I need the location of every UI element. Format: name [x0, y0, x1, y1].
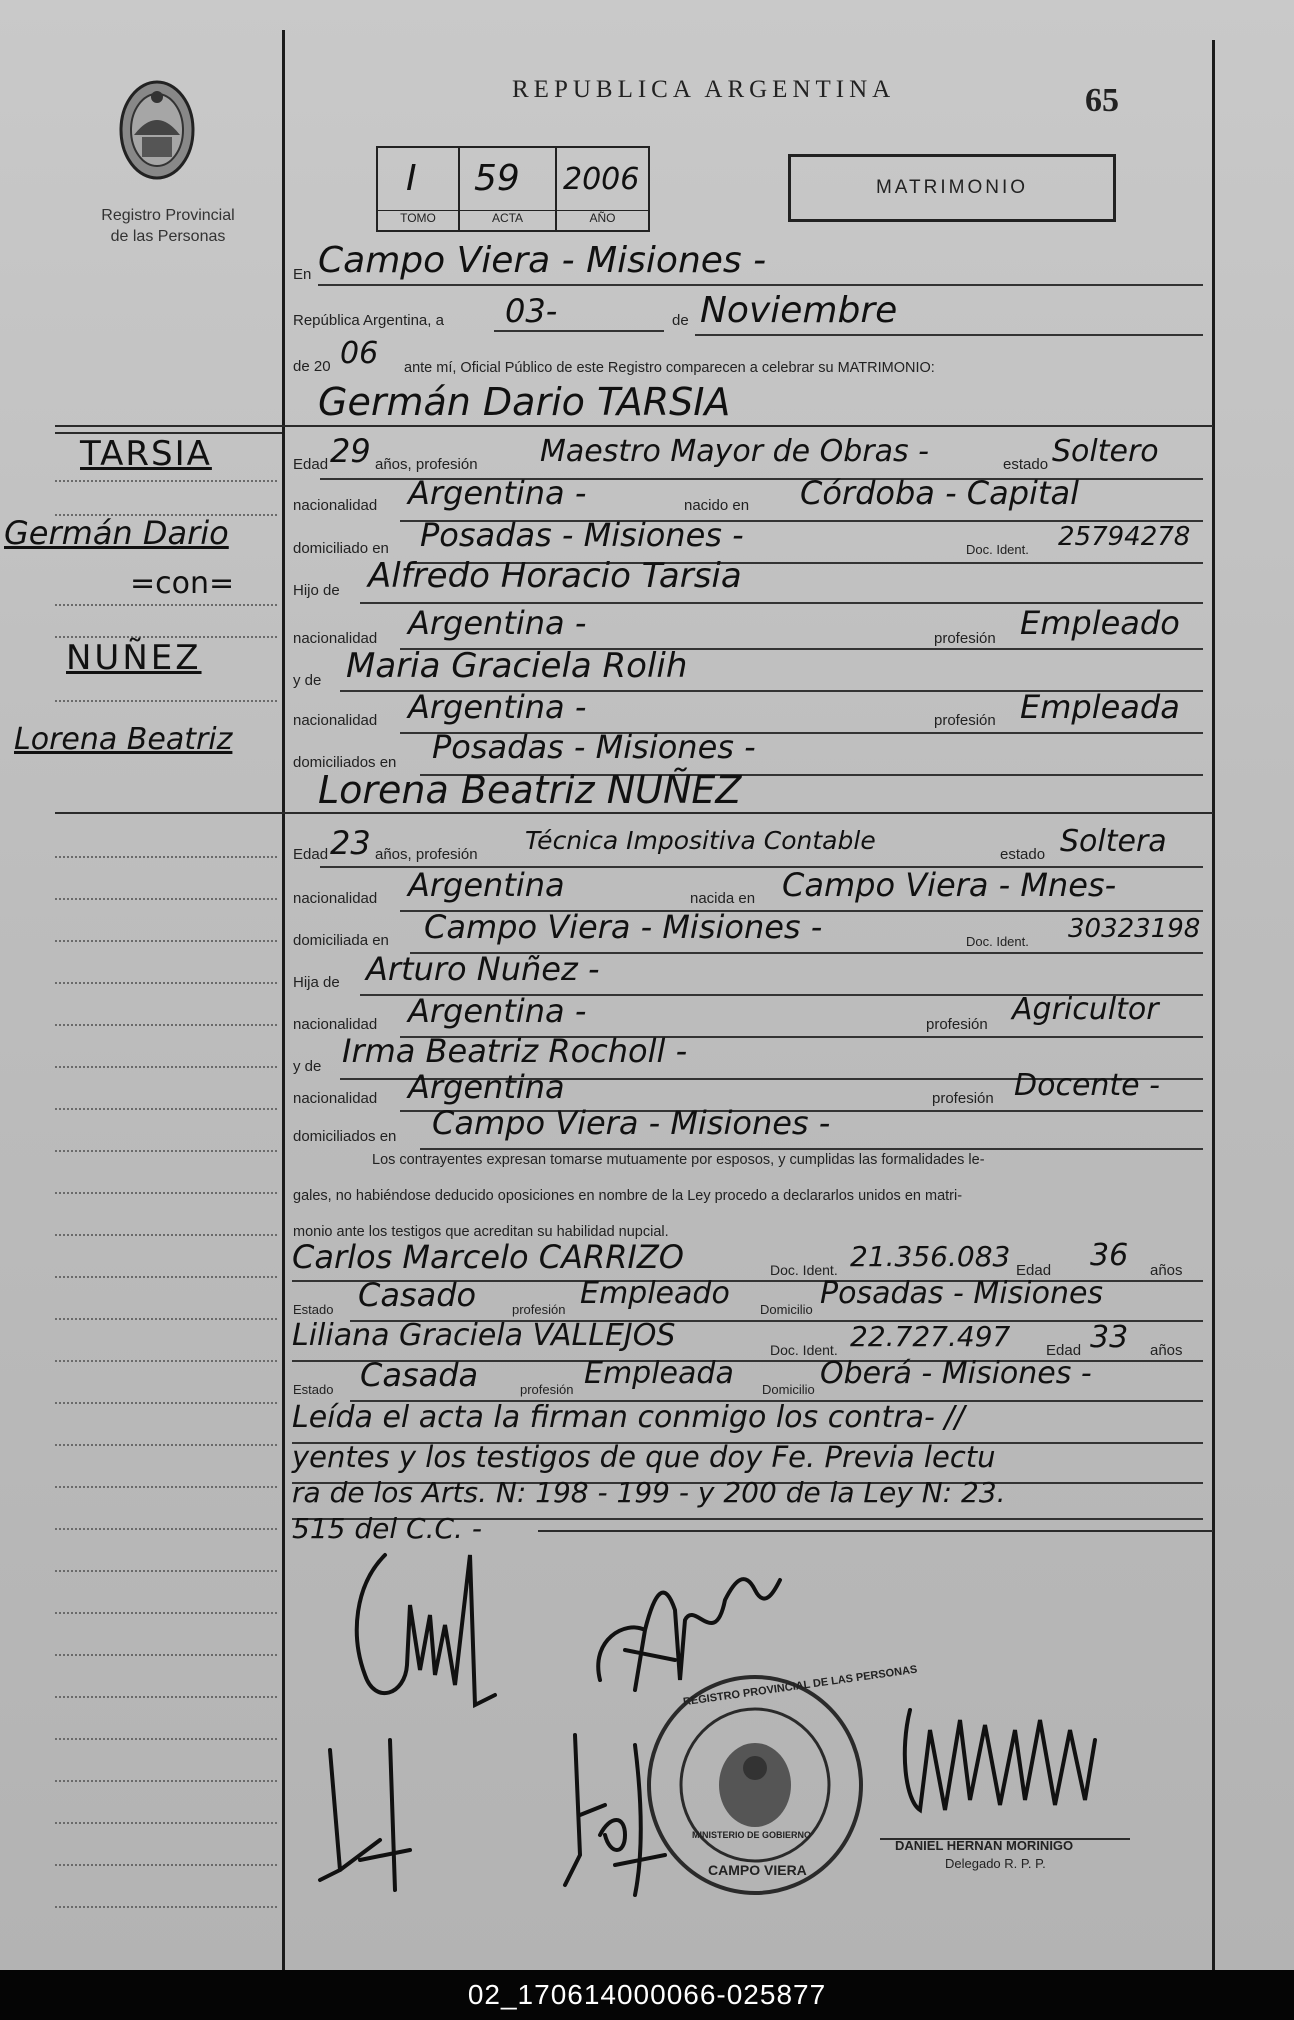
margin-connector: =con= — [130, 566, 235, 601]
label-edad-w2: Edad — [1046, 1342, 1082, 1359]
country-title: REPUBLICA ARGENTINA — [512, 76, 896, 103]
place-line — [318, 284, 1203, 286]
margin-dots-22 — [55, 1528, 277, 1530]
seal-bottom-text: CAMPO VIERA — [708, 1862, 807, 1878]
groom-age: 29 — [330, 432, 371, 470]
tomo-value: I — [406, 158, 417, 199]
margin-dots-1 — [55, 480, 277, 482]
groom-father: Alfredo Horacio Tarsia — [368, 556, 742, 596]
label-anos-prof-groom: años, profesión — [375, 456, 478, 473]
margin-dots-11 — [55, 1066, 277, 1068]
groom-name-rule — [55, 425, 1213, 427]
seal-outer-text: REGISTRO PROVINCIAL DE LAS PERSONAS — [682, 1663, 919, 1709]
bride-domicile: Campo Viera - Misiones - — [424, 908, 823, 946]
bride-parents-domicile: Campo Viera - Misiones - — [432, 1104, 831, 1142]
label-estado-w2: Estado — [293, 1382, 334, 1397]
label-edad-w1: Edad — [1016, 1262, 1052, 1279]
bride-age: 23 — [330, 824, 371, 862]
groom-profession: Maestro Mayor de Obras - — [540, 434, 929, 469]
margin-groom-names: Germán Dario — [4, 514, 229, 552]
groom-doc: 25794278 — [1058, 522, 1191, 552]
provincial-emblem-icon — [112, 75, 202, 185]
label-estado-groom: estado — [1003, 456, 1049, 473]
label-anos-w2: años — [1150, 1342, 1183, 1359]
margin-dots-21 — [55, 1486, 277, 1488]
label-y-de-groom: y de — [293, 672, 322, 689]
bride-father-profession: Agricultor — [1012, 992, 1159, 1027]
margin-dots-26 — [55, 1696, 277, 1698]
margin-bride-names: Lorena Beatriz — [14, 722, 233, 757]
groom-full-name: Germán Dario TARSIA — [318, 380, 731, 424]
label-domiciliada-bride: domiciliada en — [293, 932, 389, 949]
tomo-cell — [378, 148, 460, 230]
label-hija-de: Hija de — [293, 974, 340, 991]
bride-civil-status: Soltera — [1060, 824, 1167, 859]
closing-end-rule — [538, 1530, 1213, 1532]
ceremony-place: Campo Viera - Misiones - — [318, 240, 767, 281]
label-hijo-de: Hijo de — [293, 582, 340, 599]
witness-2-profession: Empleada — [584, 1356, 734, 1391]
acta-cell — [460, 148, 557, 230]
margin-dots-23 — [55, 1570, 277, 1572]
closing-line-4: 515 del C.C. - — [292, 1512, 482, 1545]
groom-father-nationality: Argentina - — [408, 604, 587, 642]
label-en: En — [293, 266, 312, 283]
signature-officer-icon — [890, 1690, 1110, 1840]
label-edad-groom: Edad — [293, 456, 329, 473]
groom-birthplace: Córdoba - Capital — [800, 474, 1079, 512]
label-domicilio-w2: Domicilio — [762, 1382, 815, 1397]
label-domiciliados-groom: domiciliados en — [293, 754, 397, 771]
closing-line-2: yentes y los testigos de que doy Fe. Previa lectu — [292, 1440, 996, 1474]
agency-line-2: de las Personas — [110, 228, 226, 245]
groom-father-profession: Empleado — [1020, 604, 1180, 642]
left-margin-line — [282, 30, 285, 1970]
witness-1-domicile: Posadas - Misiones — [820, 1276, 1104, 1311]
margin-dots-9 — [55, 982, 277, 984]
label-anos-w1: años — [1150, 1262, 1183, 1279]
bride-mother-profession: Docente - — [1014, 1068, 1161, 1103]
agency-line-1: Registro Provincial — [101, 207, 235, 224]
margin-dots-19 — [55, 1402, 277, 1404]
margin-dots-29 — [55, 1822, 277, 1824]
label-doc-bride: Doc. Ident. — [966, 934, 1029, 949]
label-nacido-en: nacido en — [684, 497, 750, 514]
label-ante-mi: ante mí, Oficial Público de este Registro comparecen a celebrar su MATRIMONIO: — [404, 360, 935, 376]
ceremony-day: 03- — [505, 292, 558, 330]
act-type-box — [788, 154, 1116, 222]
bride-profession: Técnica Impositiva Contable — [525, 826, 876, 855]
margin-dots-6 — [55, 856, 277, 858]
right-margin-line — [1212, 40, 1215, 1970]
margin-dots-18 — [55, 1360, 277, 1362]
witness-1-status: Casado — [358, 1276, 477, 1314]
witness-1-doc: 21.356.083 — [850, 1240, 1011, 1273]
officer-title: Delegado R. P. P. — [945, 1856, 1046, 1871]
image-id-footer: 02_170614000066-025877 — [0, 1970, 1294, 2020]
declaration-line-1: Los contrayentes expresan tomarse mutuamente por esposos, y cumplidas las formalidades le- — [372, 1152, 985, 1168]
label-y-de-bride: y de — [293, 1058, 322, 1075]
seal-inner-text: MINISTERIO DE GOBIERNO — [692, 1830, 812, 1840]
closing-line-3: ra de los Arts. N: 198 - 199 - y 200 de la Ley N: 23. — [292, 1476, 1006, 1509]
margin-dots-27 — [55, 1738, 277, 1740]
label-doc-w2: Doc. Ident. — [770, 1342, 838, 1358]
label-nac-gmother: nacionalidad — [293, 712, 378, 729]
label-prof-bfather: profesión — [926, 1016, 988, 1033]
declaration-line-3: monio ante los testigos que acreditan su habilidad nupcial. — [293, 1224, 669, 1240]
label-nacionalidad-bride: nacionalidad — [293, 890, 378, 907]
groom-nationality: Argentina - — [408, 474, 587, 512]
anio-value: 2006 — [563, 162, 640, 197]
declaration-line-2: gales, no habiéndose deducido oposiciones en nombre de la Ley procedo a declararlos unidos en matri- — [293, 1188, 963, 1204]
witness-2-status: Casada — [360, 1356, 479, 1394]
groom-mother-nationality: Argentina - — [408, 688, 587, 726]
page-number: 65 — [1085, 82, 1119, 119]
witness-1-profession: Empleado — [580, 1276, 730, 1311]
margin-dots-30 — [55, 1864, 277, 1866]
label-domicilio-w1: Domicilio — [760, 1302, 813, 1317]
bride-doc: 30323198 — [1068, 914, 1201, 944]
label-de-20: de 20 — [293, 358, 331, 375]
groom-mother: Maria Graciela Rolih — [346, 646, 688, 686]
label-domiciliado-groom: domiciliado en — [293, 540, 389, 557]
bparents-dom-line — [420, 1148, 1203, 1150]
label-edad-bride: Edad — [293, 846, 329, 863]
margin-dots-20 — [55, 1444, 277, 1446]
label-estado-bride: estado — [1000, 846, 1046, 863]
bride-father: Arturo Nuñez - — [366, 950, 600, 988]
bride-mother-nationality: Argentina — [408, 1068, 565, 1106]
margin-dots-5 — [55, 700, 277, 702]
label-doc-groom: Doc. Ident. — [966, 542, 1029, 557]
margin-rule-bottom — [55, 812, 282, 814]
witness-2-name: Liliana Graciela VALLEJOS — [292, 1318, 676, 1353]
officer-name: DANIEL HERNAN MORINIGO — [895, 1838, 1074, 1853]
label-de-month: de — [672, 312, 689, 329]
agency-name — [78, 205, 258, 247]
label-nac-bmother: nacionalidad — [293, 1090, 378, 1107]
groom-civil-status: Soltero — [1052, 434, 1159, 469]
label-prof-gmother: profesión — [934, 712, 996, 729]
label-doc-w1: Doc. Ident. — [770, 1262, 838, 1278]
bride-birthplace: Campo Viera - Mnes- — [782, 866, 1117, 904]
margin-dots-3 — [55, 604, 277, 606]
ceremony-month: Noviembre — [700, 290, 898, 331]
margin-dots-8 — [55, 940, 277, 942]
witness-2-domicile: Oberá - Misiones - — [820, 1356, 1092, 1391]
margin-dots-28 — [55, 1780, 277, 1782]
witness-2-age: 33 — [1090, 1320, 1129, 1355]
margin-dots-17 — [55, 1318, 277, 1320]
label-nacionalidad-groom: nacionalidad — [293, 497, 378, 514]
day-line — [494, 330, 664, 332]
margin-dots-7 — [55, 898, 277, 900]
acta-label: ACTA — [460, 210, 555, 225]
label-prof-w1: profesión — [512, 1302, 566, 1317]
tomo-label: TOMO — [378, 210, 458, 225]
label-anos-prof-bride: años, profesión — [375, 846, 478, 863]
margin-groom-surname: TARSIA — [80, 434, 212, 474]
label-estado-w1: Estado — [293, 1302, 334, 1317]
margin-dots-13 — [55, 1150, 277, 1152]
margin-dots-25 — [55, 1654, 277, 1656]
label-nacida-en: nacida en — [690, 890, 756, 907]
groom-domicile: Posadas - Misiones - — [420, 516, 744, 554]
act-number-box — [376, 146, 650, 232]
witness-2-doc: 22.727.497 — [850, 1320, 1011, 1353]
label-nac-gfather: nacionalidad — [293, 630, 378, 647]
signature-witness-1-icon — [300, 1730, 440, 1900]
margin-dots-24 — [55, 1612, 277, 1614]
witness-1-name: Carlos Marcelo CARRIZO — [292, 1238, 684, 1276]
margin-dots-14 — [55, 1192, 277, 1194]
margin-dots-16 — [55, 1276, 277, 1278]
acta-value: 59 — [474, 158, 520, 199]
groom-mother-profession: Empleada — [1020, 688, 1180, 726]
month-line — [695, 334, 1203, 336]
label-prof-bmother: profesión — [932, 1090, 994, 1107]
anio-label: AÑO — [557, 210, 648, 225]
label-prof-w2: profesión — [520, 1382, 574, 1397]
margin-dots-15 — [55, 1234, 277, 1236]
bride-nationality: Argentina — [408, 866, 565, 904]
bride-full-name: Lorena Beatriz NUÑEZ — [318, 768, 742, 812]
margin-bride-surname: NUÑEZ — [66, 638, 202, 678]
anio-cell — [557, 148, 648, 230]
bride-father-nationality: Argentina - — [408, 992, 587, 1030]
margin-dots-12 — [55, 1108, 277, 1110]
margin-dots-31 — [55, 1906, 277, 1908]
label-domiciliados-bride: domiciliados en — [293, 1128, 397, 1145]
ceremony-year: 06 — [340, 336, 379, 371]
witness-1-age: 36 — [1090, 1238, 1129, 1273]
label-republica: República Argentina, a — [293, 312, 444, 329]
groom-parents-domicile: Posadas - Misiones - — [432, 728, 756, 766]
label-prof-gfather: profesión — [934, 630, 996, 647]
label-nac-bfather: nacionalidad — [293, 1016, 378, 1033]
closing-line-1: Leída el acta la firman conmigo los contra- // — [292, 1400, 965, 1435]
act-type: MATRIMONIO — [875, 177, 1029, 198]
bride-mother: Irma Beatriz Rocholl - — [342, 1032, 688, 1070]
signature-groom-icon — [345, 1545, 505, 1715]
margin-dots-10 — [55, 1024, 277, 1026]
